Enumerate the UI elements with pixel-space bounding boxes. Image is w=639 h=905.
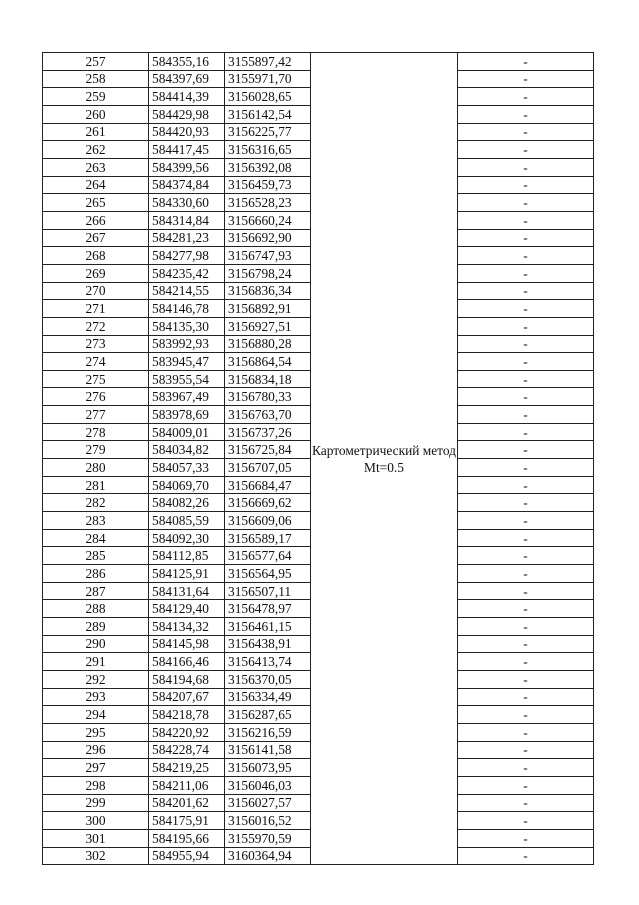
point-number-cell: 292 (43, 670, 149, 688)
y-coordinate-cell: 3156564,95 (225, 565, 311, 583)
x-coordinate-cell: 584281,23 (149, 229, 225, 247)
y-coordinate-cell: 3156216,59 (225, 723, 311, 741)
point-number-cell: 294 (43, 706, 149, 724)
y-coordinate-cell: 3156334,49 (225, 688, 311, 706)
dash-cell: - (458, 247, 594, 265)
x-coordinate-cell: 584069,70 (149, 476, 225, 494)
point-number-cell: 264 (43, 176, 149, 194)
y-coordinate-cell: 3156880,28 (225, 335, 311, 353)
x-coordinate-cell: 584201,62 (149, 794, 225, 812)
dash-cell: - (458, 423, 594, 441)
dash-cell: - (458, 494, 594, 512)
y-coordinate-cell: 3160364,94 (225, 847, 311, 865)
point-number-cell: 271 (43, 300, 149, 318)
x-coordinate-cell: 584211,06 (149, 776, 225, 794)
point-number-cell: 277 (43, 406, 149, 424)
y-coordinate-cell: 3156438,91 (225, 635, 311, 653)
dash-cell: - (458, 211, 594, 229)
point-number-cell: 288 (43, 600, 149, 618)
x-coordinate-cell: 583955,54 (149, 370, 225, 388)
dash-cell: - (458, 723, 594, 741)
point-number-cell: 301 (43, 829, 149, 847)
y-coordinate-cell: 3156478,97 (225, 600, 311, 618)
point-number-cell: 285 (43, 547, 149, 565)
point-number-cell: 273 (43, 335, 149, 353)
point-number-cell: 283 (43, 512, 149, 530)
x-coordinate-cell: 584135,30 (149, 317, 225, 335)
point-number-cell: 293 (43, 688, 149, 706)
dash-cell: - (458, 547, 594, 565)
dash-cell: - (458, 317, 594, 335)
y-coordinate-cell: 3156507,11 (225, 582, 311, 600)
y-coordinate-cell: 3155970,59 (225, 829, 311, 847)
x-coordinate-cell: 584009,01 (149, 423, 225, 441)
y-coordinate-cell: 3156392,08 (225, 158, 311, 176)
x-coordinate-cell: 584235,42 (149, 264, 225, 282)
y-coordinate-cell: 3156370,05 (225, 670, 311, 688)
point-number-cell: 295 (43, 723, 149, 741)
x-coordinate-cell: 584166,46 (149, 653, 225, 671)
y-coordinate-cell: 3156577,64 (225, 547, 311, 565)
y-coordinate-cell: 3156763,70 (225, 406, 311, 424)
point-number-cell: 259 (43, 88, 149, 106)
x-coordinate-cell: 584145,98 (149, 635, 225, 653)
dash-cell: - (458, 670, 594, 688)
point-number-cell: 275 (43, 370, 149, 388)
coordinates-table-body (43, 53, 594, 865)
point-number-cell: 297 (43, 759, 149, 777)
point-number-cell: 268 (43, 247, 149, 265)
y-coordinate-cell: 3156589,17 (225, 529, 311, 547)
y-coordinate-cell: 3156316,65 (225, 141, 311, 159)
y-coordinate-cell: 3156836,34 (225, 282, 311, 300)
x-coordinate-cell: 583967,49 (149, 388, 225, 406)
x-coordinate-cell: 584417,45 (149, 141, 225, 159)
point-number-cell: 282 (43, 494, 149, 512)
dash-cell: - (458, 300, 594, 318)
y-coordinate-cell: 3156684,47 (225, 476, 311, 494)
dash-cell: - (458, 176, 594, 194)
x-coordinate-cell: 584175,91 (149, 812, 225, 830)
x-coordinate-cell: 584429,98 (149, 105, 225, 123)
y-coordinate-cell: 3155971,70 (225, 70, 311, 88)
point-number-cell: 289 (43, 618, 149, 636)
y-coordinate-cell: 3156864,54 (225, 353, 311, 371)
point-number-cell: 291 (43, 653, 149, 671)
x-coordinate-cell: 584955,94 (149, 847, 225, 865)
x-coordinate-cell: 583992,93 (149, 335, 225, 353)
y-coordinate-cell: 3155897,42 (225, 53, 311, 71)
dash-cell: - (458, 618, 594, 636)
point-number-cell: 263 (43, 158, 149, 176)
x-coordinate-cell: 584277,98 (149, 247, 225, 265)
point-number-cell: 302 (43, 847, 149, 865)
y-coordinate-cell: 3156141,58 (225, 741, 311, 759)
point-number-cell: 284 (43, 529, 149, 547)
x-coordinate-cell: 584146,78 (149, 300, 225, 318)
x-coordinate-cell: 584134,32 (149, 618, 225, 636)
y-coordinate-cell: 3156528,23 (225, 194, 311, 212)
point-number-cell: 267 (43, 229, 149, 247)
x-coordinate-cell: 584131,64 (149, 582, 225, 600)
dash-cell: - (458, 229, 594, 247)
y-coordinate-cell: 3156142,54 (225, 105, 311, 123)
x-coordinate-cell: 584397,69 (149, 70, 225, 88)
dash-cell: - (458, 105, 594, 123)
y-coordinate-cell: 3156459,73 (225, 176, 311, 194)
dash-cell: - (458, 653, 594, 671)
point-number-cell: 281 (43, 476, 149, 494)
point-number-cell: 258 (43, 70, 149, 88)
dash-cell: - (458, 565, 594, 583)
point-number-cell: 278 (43, 423, 149, 441)
point-number-cell: 274 (43, 353, 149, 371)
x-coordinate-cell: 583945,47 (149, 353, 225, 371)
x-coordinate-cell: 584112,85 (149, 547, 225, 565)
table-row (43, 53, 594, 71)
x-coordinate-cell: 584228,74 (149, 741, 225, 759)
dash-cell: - (458, 776, 594, 794)
dash-cell: - (458, 529, 594, 547)
x-coordinate-cell: 584219,25 (149, 759, 225, 777)
x-coordinate-cell: 584420,93 (149, 123, 225, 141)
y-coordinate-cell: 3156461,15 (225, 618, 311, 636)
dash-cell: - (458, 441, 594, 459)
dash-cell: - (458, 370, 594, 388)
dash-cell: - (458, 406, 594, 424)
point-number-cell: 280 (43, 459, 149, 477)
dash-cell: - (458, 829, 594, 847)
y-coordinate-cell: 3156073,95 (225, 759, 311, 777)
point-number-cell: 298 (43, 776, 149, 794)
dash-cell: - (458, 282, 594, 300)
x-coordinate-cell: 584399,56 (149, 158, 225, 176)
dash-cell: - (458, 706, 594, 724)
point-number-cell: 257 (43, 53, 149, 71)
x-coordinate-cell: 584195,66 (149, 829, 225, 847)
y-coordinate-cell: 3156892,91 (225, 300, 311, 318)
y-coordinate-cell: 3156287,65 (225, 706, 311, 724)
x-coordinate-cell: 584125,91 (149, 565, 225, 583)
dash-cell: - (458, 688, 594, 706)
point-number-cell: 272 (43, 317, 149, 335)
dash-cell: - (458, 635, 594, 653)
x-coordinate-cell: 584314,84 (149, 211, 225, 229)
y-coordinate-cell: 3156780,33 (225, 388, 311, 406)
x-coordinate-cell: 584092,30 (149, 529, 225, 547)
x-coordinate-cell: 584082,26 (149, 494, 225, 512)
point-number-cell: 269 (43, 264, 149, 282)
dash-cell: - (458, 582, 594, 600)
x-coordinate-cell: 584330,60 (149, 194, 225, 212)
point-number-cell: 260 (43, 105, 149, 123)
dash-cell: - (458, 759, 594, 777)
y-coordinate-cell: 3156413,74 (225, 653, 311, 671)
dash-cell: - (458, 194, 594, 212)
dash-cell: - (458, 353, 594, 371)
point-number-cell: 299 (43, 794, 149, 812)
dash-cell: - (458, 264, 594, 282)
y-coordinate-cell: 3156225,77 (225, 123, 311, 141)
x-coordinate-cell: 584034,82 (149, 441, 225, 459)
y-coordinate-cell: 3156737,26 (225, 423, 311, 441)
point-number-cell: 290 (43, 635, 149, 653)
point-number-cell: 287 (43, 582, 149, 600)
point-number-cell: 276 (43, 388, 149, 406)
y-coordinate-cell: 3156725,84 (225, 441, 311, 459)
y-coordinate-cell: 3156707,05 (225, 459, 311, 477)
dash-cell: - (458, 847, 594, 865)
dash-cell: - (458, 600, 594, 618)
point-number-cell: 266 (43, 211, 149, 229)
dash-cell: - (458, 158, 594, 176)
method-cell: Картометрический метод Mt=0.5 (311, 53, 458, 865)
dash-cell: - (458, 141, 594, 159)
x-coordinate-cell: 583978,69 (149, 406, 225, 424)
y-coordinate-cell: 3156028,65 (225, 88, 311, 106)
point-number-cell: 296 (43, 741, 149, 759)
x-coordinate-cell: 584194,68 (149, 670, 225, 688)
x-coordinate-cell: 584374,84 (149, 176, 225, 194)
x-coordinate-cell: 584218,78 (149, 706, 225, 724)
y-coordinate-cell: 3156660,24 (225, 211, 311, 229)
x-coordinate-cell: 584414,39 (149, 88, 225, 106)
y-coordinate-cell: 3156016,52 (225, 812, 311, 830)
dash-cell: - (458, 512, 594, 530)
point-number-cell: 270 (43, 282, 149, 300)
dash-cell: - (458, 812, 594, 830)
dash-cell: - (458, 459, 594, 477)
y-coordinate-cell: 3156747,93 (225, 247, 311, 265)
point-number-cell: 286 (43, 565, 149, 583)
x-coordinate-cell: 584057,33 (149, 459, 225, 477)
y-coordinate-cell: 3156927,51 (225, 317, 311, 335)
y-coordinate-cell: 3156609,06 (225, 512, 311, 530)
point-number-cell: 265 (43, 194, 149, 212)
dash-cell: - (458, 88, 594, 106)
dash-cell: - (458, 476, 594, 494)
x-coordinate-cell: 584355,16 (149, 53, 225, 71)
dash-cell: - (458, 794, 594, 812)
x-coordinate-cell: 584085,59 (149, 512, 225, 530)
y-coordinate-cell: 3156798,24 (225, 264, 311, 282)
dash-cell: - (458, 335, 594, 353)
dash-cell: - (458, 53, 594, 71)
x-coordinate-cell: 584214,55 (149, 282, 225, 300)
y-coordinate-cell: 3156027,57 (225, 794, 311, 812)
coordinates-table (42, 52, 594, 865)
y-coordinate-cell: 3156669,62 (225, 494, 311, 512)
y-coordinate-cell: 3156692,90 (225, 229, 311, 247)
y-coordinate-cell: 3156046,03 (225, 776, 311, 794)
dash-cell: - (458, 123, 594, 141)
dash-cell: - (458, 741, 594, 759)
point-number-cell: 261 (43, 123, 149, 141)
point-number-cell: 262 (43, 141, 149, 159)
point-number-cell: 279 (43, 441, 149, 459)
dash-cell: - (458, 70, 594, 88)
x-coordinate-cell: 584129,40 (149, 600, 225, 618)
x-coordinate-cell: 584220,92 (149, 723, 225, 741)
y-coordinate-cell: 3156834,18 (225, 370, 311, 388)
point-number-cell: 300 (43, 812, 149, 830)
x-coordinate-cell: 584207,67 (149, 688, 225, 706)
dash-cell: - (458, 388, 594, 406)
